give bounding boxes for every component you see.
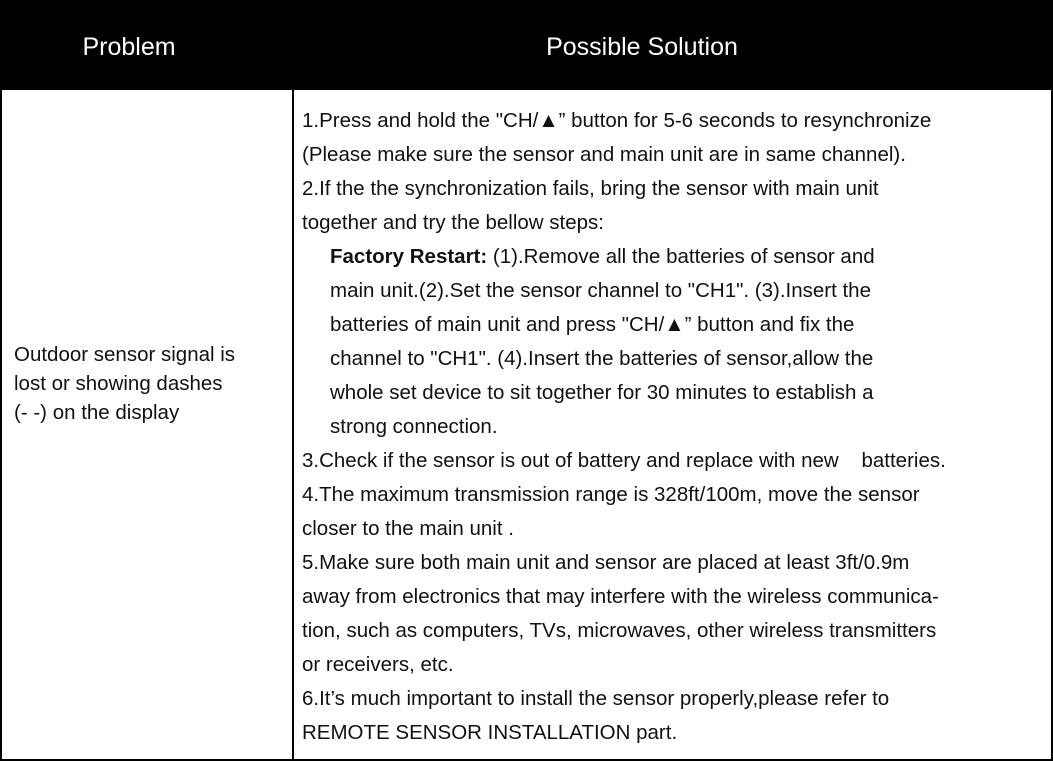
solution-line: tion, such as computers, TVs, microwaves, other wireless transmitters [302, 619, 937, 642]
problem-cell [14, 340, 286, 427]
solution-line: channel to "CH1". (4).Insert the batteries of sensor,allow the [330, 347, 874, 370]
column-divider [292, 90, 294, 761]
table-header [0, 0, 1053, 90]
solution-line: 4.The maximum transmission range is 328ft/100m, move the sensor [302, 483, 920, 506]
solution-line: 1.Press and hold the "CH/▲” button for 5-6 seconds to resynchronize [302, 109, 932, 132]
solution-line: REMOTE SENSOR INSTALLATION part. [302, 721, 678, 744]
solution-line: or receivers, etc. [302, 653, 454, 676]
solution-line: closer to the main unit . [302, 517, 514, 540]
solution-line: 6.It’s much important to install the sensor properly,please refer to [302, 687, 890, 710]
solution-cell [302, 104, 1052, 750]
solution-line: whole set device to sit together for 30 minutes to establish a [330, 381, 874, 404]
table-row [0, 90, 1053, 761]
solution-line: together and try the bellow steps: [302, 211, 604, 234]
problem-line: lost or showing dashes [14, 372, 223, 395]
solution-line: (Please make sure the sensor and main unit are in same channel). [302, 143, 906, 166]
solution-line: 3.Check if the sensor is out of battery and replace with new batteries. [302, 449, 946, 472]
solution-line: 5.Make sure both main unit and sensor are placed at least 3ft/0.9m [302, 551, 910, 574]
factory-restart-text: (1).Remove all the batteries of sensor and [487, 245, 875, 268]
solution-line: away from electronics that may interfere with the wireless communica- [302, 585, 939, 608]
factory-restart-label: Factory Restart: [330, 245, 488, 268]
header-possible-solution: Possible Solution [546, 33, 738, 61]
solution-line: 2.If the the synchronization fails, bring the sensor with main unit [302, 177, 879, 200]
solution-line: batteries of main unit and press "CH/▲” button and fix the [330, 313, 855, 336]
problem-line: (- -) on the display [14, 401, 180, 424]
solution-line: strong connection. [330, 415, 498, 438]
problem-line: Outdoor sensor signal is [14, 343, 236, 366]
solution-line: main unit.(2).Set the sensor channel to "CH1". (3).Insert the [330, 279, 871, 302]
header-problem: Problem [82, 33, 176, 61]
factory-restart-line [302, 240, 1052, 274]
